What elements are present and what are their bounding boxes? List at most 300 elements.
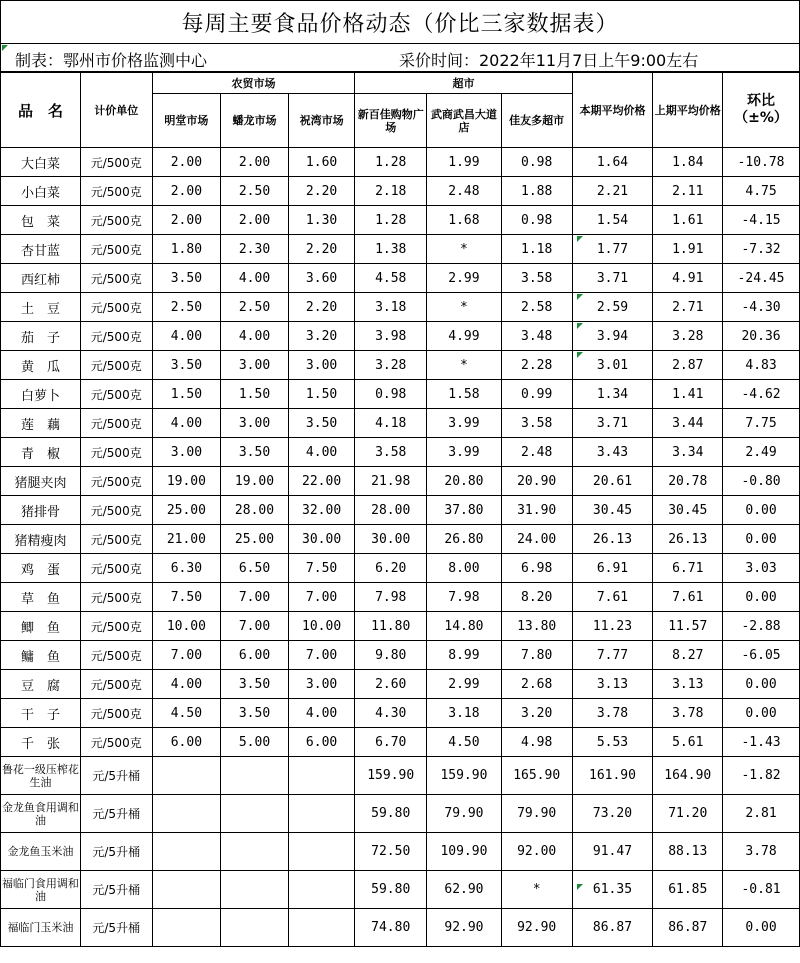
price-cell: 3.58 xyxy=(501,409,572,438)
header-farm-sub: 蟠龙市场 xyxy=(221,94,289,148)
price-cell: 61.35 xyxy=(572,871,653,909)
table-row xyxy=(1,235,800,264)
price-cell: 2.00 xyxy=(152,206,221,235)
item-name: 鸡 蛋 xyxy=(1,554,81,583)
header-farm-sub: 祝湾市场 xyxy=(288,94,355,148)
price-cell: 159.90 xyxy=(427,757,502,795)
item-unit: 元/500克 xyxy=(80,728,152,757)
price-cell: 20.36 xyxy=(723,322,800,351)
price-cell: 3.00 xyxy=(288,670,355,699)
item-name: 福临门食用调和油 xyxy=(1,871,81,909)
header-unit: 计价单位 xyxy=(80,73,152,148)
price-cell: -0.80 xyxy=(723,467,800,496)
item-name: 青 椒 xyxy=(1,438,81,467)
price-cell: 3.50 xyxy=(152,351,221,380)
header-ratio-unit: （±%） xyxy=(734,110,788,126)
price-cell: 2.50 xyxy=(152,293,221,322)
item-name: 小白菜 xyxy=(1,177,81,206)
price-cell xyxy=(221,757,289,795)
price-cell: 26.13 xyxy=(653,525,723,554)
price-cell: 3.78 xyxy=(653,699,723,728)
item-name: 茄 子 xyxy=(1,322,81,351)
item-name: 千 张 xyxy=(1,728,81,757)
price-cell: 26.13 xyxy=(572,525,653,554)
price-cell: 6.30 xyxy=(152,554,221,583)
price-cell: 2.59 xyxy=(572,293,653,322)
item-unit: 元/500克 xyxy=(80,612,152,641)
price-cell: 3.58 xyxy=(355,438,427,467)
price-cell: 1.58 xyxy=(427,380,502,409)
table-row xyxy=(1,757,800,795)
price-cell: 1.50 xyxy=(152,380,221,409)
comment-marker xyxy=(2,45,8,51)
price-cell: 3.20 xyxy=(288,322,355,351)
price-cell: 2.58 xyxy=(501,293,572,322)
price-cell: 3.28 xyxy=(355,351,427,380)
item-unit: 元/500克 xyxy=(80,293,152,322)
item-name: 猪腿夹肉 xyxy=(1,467,81,496)
price-cell: 8.27 xyxy=(653,641,723,670)
price-cell: 30.00 xyxy=(355,525,427,554)
price-cell: 0.00 xyxy=(723,525,800,554)
price-cell: 72.50 xyxy=(355,833,427,871)
item-name: 福临门玉米油 xyxy=(1,909,81,947)
table-row xyxy=(1,177,800,206)
price-cell: 32.00 xyxy=(288,496,355,525)
price-cell: 7.98 xyxy=(355,583,427,612)
price-cell xyxy=(152,757,221,795)
price-cell: 1.80 xyxy=(152,235,221,264)
header-super-sub: 武商武昌大道店 xyxy=(427,94,502,148)
price-cell: 20.80 xyxy=(427,467,502,496)
price-cell: 2.21 xyxy=(572,177,653,206)
price-cell: 21.00 xyxy=(152,525,221,554)
table-row xyxy=(1,699,800,728)
header-farm: 农贸市场 xyxy=(152,73,355,94)
item-unit: 元/500克 xyxy=(80,525,152,554)
price-cell: 2.87 xyxy=(653,351,723,380)
price-cell: 20.90 xyxy=(501,467,572,496)
table-row xyxy=(1,438,800,467)
price-cell: 4.91 xyxy=(653,264,723,293)
price-cell: 59.80 xyxy=(355,871,427,909)
table-row xyxy=(1,833,800,871)
price-cell: 3.00 xyxy=(221,409,289,438)
item-unit: 元/500克 xyxy=(80,467,152,496)
price-cell: -1.43 xyxy=(723,728,800,757)
item-unit: 元/500克 xyxy=(80,264,152,293)
price-cell: 92.00 xyxy=(501,833,572,871)
price-cell: 79.90 xyxy=(501,795,572,833)
table-row xyxy=(1,351,800,380)
price-cell: 3.50 xyxy=(221,699,289,728)
price-cell: 2.00 xyxy=(221,206,289,235)
price-cell: 1.88 xyxy=(501,177,572,206)
price-cell: 3.98 xyxy=(355,322,427,351)
price-cell: 5.00 xyxy=(221,728,289,757)
price-cell: 1.30 xyxy=(288,206,355,235)
table-row xyxy=(1,380,800,409)
price-cell: -4.62 xyxy=(723,380,800,409)
price-cell: 7.00 xyxy=(221,612,289,641)
price-cell: 2.99 xyxy=(427,670,502,699)
item-name: 黄 瓜 xyxy=(1,351,81,380)
price-cell: 6.71 xyxy=(653,554,723,583)
table-row xyxy=(1,148,800,177)
price-cell: -1.82 xyxy=(723,757,800,795)
price-cell: 1.99 xyxy=(427,148,502,177)
price-cell: 10.00 xyxy=(288,612,355,641)
price-cell xyxy=(152,833,221,871)
price-cell: 0.00 xyxy=(723,699,800,728)
price-cell: 3.00 xyxy=(288,351,355,380)
price-cell: 2.00 xyxy=(152,148,221,177)
header-super-sub: 新百佳购物广场 xyxy=(355,94,427,148)
price-cell: 2.20 xyxy=(288,235,355,264)
price-cell: * xyxy=(427,293,502,322)
item-name: 鲫 鱼 xyxy=(1,612,81,641)
item-name: 干 子 xyxy=(1,699,81,728)
maker-label: 制表：鄂州市价格监测中心 xyxy=(15,51,208,70)
sheet-title: 每周主要食品价格动态（价比三家数据表） xyxy=(0,0,800,44)
table-row xyxy=(1,554,800,583)
item-name: 杏甘蓝 xyxy=(1,235,81,264)
item-name: 金龙鱼食用调和油 xyxy=(1,795,81,833)
item-unit: 元/5升桶 xyxy=(80,757,152,795)
price-cell: 3.94 xyxy=(572,322,653,351)
price-cell: 9.80 xyxy=(355,641,427,670)
table-row xyxy=(1,264,800,293)
price-cell: 25.00 xyxy=(152,496,221,525)
price-cell: 6.50 xyxy=(221,554,289,583)
price-cell: 3.48 xyxy=(501,322,572,351)
price-cell: 11.23 xyxy=(572,612,653,641)
price-cell: 4.58 xyxy=(355,264,427,293)
price-cell: 1.28 xyxy=(355,206,427,235)
price-cell: 30.00 xyxy=(288,525,355,554)
price-cell: 4.30 xyxy=(355,699,427,728)
item-name: 猪排骨 xyxy=(1,496,81,525)
price-cell: 22.00 xyxy=(288,467,355,496)
price-cell: 2.81 xyxy=(723,795,800,833)
price-cell: 20.78 xyxy=(653,467,723,496)
price-cell: 8.00 xyxy=(427,554,502,583)
price-cell: 7.50 xyxy=(288,554,355,583)
price-cell: 165.90 xyxy=(501,757,572,795)
item-unit: 元/500克 xyxy=(80,641,152,670)
price-cell: 2.50 xyxy=(221,293,289,322)
price-cell: 8.20 xyxy=(501,583,572,612)
price-cell: -7.32 xyxy=(723,235,800,264)
price-cell: 91.47 xyxy=(572,833,653,871)
price-cell xyxy=(152,871,221,909)
price-cell xyxy=(288,909,355,947)
price-cell: 1.84 xyxy=(653,148,723,177)
price-cell: 1.18 xyxy=(501,235,572,264)
price-cell xyxy=(152,795,221,833)
price-cell xyxy=(152,909,221,947)
price-cell: 7.80 xyxy=(501,641,572,670)
price-cell: 1.91 xyxy=(653,235,723,264)
table-row xyxy=(1,909,800,947)
item-unit: 元/500克 xyxy=(80,409,152,438)
price-cell: 3.03 xyxy=(723,554,800,583)
price-cell: * xyxy=(501,871,572,909)
item-unit: 元/500克 xyxy=(80,351,152,380)
price-cell: 2.99 xyxy=(427,264,502,293)
price-cell: 6.00 xyxy=(152,728,221,757)
table-row xyxy=(1,583,800,612)
item-unit: 元/500克 xyxy=(80,699,152,728)
price-cell: 86.87 xyxy=(653,909,723,947)
item-name: 土 豆 xyxy=(1,293,81,322)
price-cell: -4.15 xyxy=(723,206,800,235)
price-cell: 71.20 xyxy=(653,795,723,833)
table-row xyxy=(1,322,800,351)
comment-marker xyxy=(577,884,583,890)
price-cell: 28.00 xyxy=(221,496,289,525)
price-cell: 7.00 xyxy=(288,583,355,612)
price-cell: 1.28 xyxy=(355,148,427,177)
price-cell: 3.99 xyxy=(427,438,502,467)
price-cell: 62.90 xyxy=(427,871,502,909)
price-cell: 7.00 xyxy=(152,641,221,670)
price-cell: 3.13 xyxy=(572,670,653,699)
price-cell: 10.00 xyxy=(152,612,221,641)
item-name: 猪精瘦肉 xyxy=(1,525,81,554)
price-cell: 4.50 xyxy=(427,728,502,757)
table-row xyxy=(1,871,800,909)
price-cell: 1.38 xyxy=(355,235,427,264)
price-cell: 14.80 xyxy=(427,612,502,641)
price-cell: * xyxy=(427,351,502,380)
price-cell: 7.61 xyxy=(653,583,723,612)
price-cell: 2.18 xyxy=(355,177,427,206)
price-cell: 3.20 xyxy=(501,699,572,728)
price-cell: 3.78 xyxy=(723,833,800,871)
price-cell: 0.00 xyxy=(723,496,800,525)
price-cell: 92.90 xyxy=(501,909,572,947)
price-cell: 1.54 xyxy=(572,206,653,235)
price-cell: 24.00 xyxy=(501,525,572,554)
price-cell: 6.00 xyxy=(221,641,289,670)
table-row xyxy=(1,293,800,322)
comment-marker xyxy=(577,236,583,242)
item-unit: 元/500克 xyxy=(80,554,152,583)
price-cell: 2.28 xyxy=(501,351,572,380)
price-cell: 4.00 xyxy=(288,699,355,728)
item-unit: 元/5升桶 xyxy=(80,871,152,909)
price-cell: 13.80 xyxy=(501,612,572,641)
price-cell: 61.85 xyxy=(653,871,723,909)
price-cell: 2.20 xyxy=(288,293,355,322)
price-cell: 3.18 xyxy=(427,699,502,728)
price-cell xyxy=(288,757,355,795)
price-cell: 30.45 xyxy=(653,496,723,525)
price-cell xyxy=(221,833,289,871)
price-cell: 1.41 xyxy=(653,380,723,409)
item-name: 鲁花一级压榨花生油 xyxy=(1,757,81,795)
item-unit: 元/500克 xyxy=(80,496,152,525)
price-cell: 3.18 xyxy=(355,293,427,322)
price-cell: 2.00 xyxy=(221,148,289,177)
price-cell xyxy=(288,871,355,909)
price-cell: 4.00 xyxy=(221,322,289,351)
price-cell: 4.50 xyxy=(152,699,221,728)
table-row xyxy=(1,206,800,235)
price-cell: 1.60 xyxy=(288,148,355,177)
price-cell: 4.75 xyxy=(723,177,800,206)
price-cell: 4.00 xyxy=(152,409,221,438)
price-cell: 4.18 xyxy=(355,409,427,438)
price-cell: 59.80 xyxy=(355,795,427,833)
price-cell: 3.71 xyxy=(572,409,653,438)
price-cell: 2.20 xyxy=(288,177,355,206)
price-cell: 74.80 xyxy=(355,909,427,947)
price-cell: 4.00 xyxy=(288,438,355,467)
price-cell: 5.61 xyxy=(653,728,723,757)
comment-marker xyxy=(577,323,583,329)
price-cell: -10.78 xyxy=(723,148,800,177)
price-cell: -6.05 xyxy=(723,641,800,670)
header-super: 超市 xyxy=(355,73,572,94)
item-name: 金龙鱼玉米油 xyxy=(1,833,81,871)
price-cell: 4.00 xyxy=(152,322,221,351)
price-cell: 37.80 xyxy=(427,496,502,525)
price-cell: 7.77 xyxy=(572,641,653,670)
price-cell: 6.20 xyxy=(355,554,427,583)
price-cell: 1.68 xyxy=(427,206,502,235)
price-cell xyxy=(221,795,289,833)
price-cell: 0.98 xyxy=(501,148,572,177)
price-cell xyxy=(221,871,289,909)
price-cell: 3.71 xyxy=(572,264,653,293)
price-cell: 2.11 xyxy=(653,177,723,206)
price-cell: 3.50 xyxy=(288,409,355,438)
item-name: 豆 腐 xyxy=(1,670,81,699)
table-row xyxy=(1,467,800,496)
price-cell: 21.98 xyxy=(355,467,427,496)
price-cell: 1.50 xyxy=(288,380,355,409)
price-cell: 0.00 xyxy=(723,583,800,612)
price-cell xyxy=(288,795,355,833)
item-name: 大白菜 xyxy=(1,148,81,177)
table-row xyxy=(1,525,800,554)
price-cell: 6.00 xyxy=(288,728,355,757)
price-cell: 11.80 xyxy=(355,612,427,641)
item-unit: 元/500克 xyxy=(80,322,152,351)
header-ratio xyxy=(723,73,800,148)
price-cell: 3.01 xyxy=(572,351,653,380)
price-cell: 6.91 xyxy=(572,554,653,583)
item-unit: 元/500克 xyxy=(80,206,152,235)
item-name: 莲 藕 xyxy=(1,409,81,438)
price-cell: 2.60 xyxy=(355,670,427,699)
header-avg-now: 本期平均价格 xyxy=(572,73,653,148)
price-cell: 4.00 xyxy=(152,670,221,699)
price-cell: 92.90 xyxy=(427,909,502,947)
price-cell: 3.60 xyxy=(288,264,355,293)
item-unit: 元/500克 xyxy=(80,148,152,177)
header-super-sub: 佳友多超市 xyxy=(501,94,572,148)
price-cell: 8.99 xyxy=(427,641,502,670)
price-cell: -0.81 xyxy=(723,871,800,909)
price-cell: 3.44 xyxy=(653,409,723,438)
table-row xyxy=(1,795,800,833)
price-cell: 19.00 xyxy=(152,467,221,496)
price-cell: -24.45 xyxy=(723,264,800,293)
item-name: 西红柿 xyxy=(1,264,81,293)
item-name: 草 鱼 xyxy=(1,583,81,612)
price-cell: 2.71 xyxy=(653,293,723,322)
item-unit: 元/500克 xyxy=(80,380,152,409)
price-cell: 161.90 xyxy=(572,757,653,795)
price-cell: 7.00 xyxy=(288,641,355,670)
price-cell: 2.30 xyxy=(221,235,289,264)
header-farm-sub: 明堂市场 xyxy=(152,94,221,148)
item-unit: 元/500克 xyxy=(80,670,152,699)
price-cell: 1.64 xyxy=(572,148,653,177)
time-label: 采价时间：2022年11月7日上午9:00左右 xyxy=(399,51,699,70)
price-cell: 4.00 xyxy=(221,264,289,293)
price-cell: 109.90 xyxy=(427,833,502,871)
price-cell: 0.98 xyxy=(501,206,572,235)
price-cell: 5.53 xyxy=(572,728,653,757)
price-cell: 159.90 xyxy=(355,757,427,795)
item-unit: 元/5升桶 xyxy=(80,795,152,833)
price-cell: 3.50 xyxy=(221,438,289,467)
price-cell: 11.57 xyxy=(653,612,723,641)
price-cell: -2.88 xyxy=(723,612,800,641)
price-cell: 3.50 xyxy=(221,670,289,699)
price-cell: 3.13 xyxy=(653,670,723,699)
item-name: 包 菜 xyxy=(1,206,81,235)
price-cell: 4.83 xyxy=(723,351,800,380)
item-name: 鳙 鱼 xyxy=(1,641,81,670)
price-cell: 3.28 xyxy=(653,322,723,351)
price-table xyxy=(0,72,800,947)
table-row xyxy=(1,641,800,670)
price-cell: * xyxy=(427,235,502,264)
price-cell: 1.50 xyxy=(221,380,289,409)
price-cell: 3.50 xyxy=(152,264,221,293)
table-row xyxy=(1,612,800,641)
price-cell: 30.45 xyxy=(572,496,653,525)
table-row xyxy=(1,670,800,699)
header-ratio-label: 环比 xyxy=(747,93,776,109)
comment-marker xyxy=(577,352,583,358)
price-cell: 7.00 xyxy=(221,583,289,612)
price-cell: 31.90 xyxy=(501,496,572,525)
price-cell: 7.75 xyxy=(723,409,800,438)
comment-marker xyxy=(577,294,583,300)
price-cell: 4.99 xyxy=(427,322,502,351)
price-cell: 19.00 xyxy=(221,467,289,496)
price-cell: 164.90 xyxy=(653,757,723,795)
price-cell: -4.30 xyxy=(723,293,800,322)
item-unit: 元/500克 xyxy=(80,235,152,264)
price-cell: 26.80 xyxy=(427,525,502,554)
price-cell: 0.00 xyxy=(723,909,800,947)
table-row xyxy=(1,409,800,438)
price-cell: 2.50 xyxy=(221,177,289,206)
price-cell: 3.58 xyxy=(501,264,572,293)
price-cell: 2.48 xyxy=(501,438,572,467)
table-row xyxy=(1,728,800,757)
price-cell: 6.98 xyxy=(501,554,572,583)
item-unit: 元/500克 xyxy=(80,177,152,206)
price-cell: 2.49 xyxy=(723,438,800,467)
